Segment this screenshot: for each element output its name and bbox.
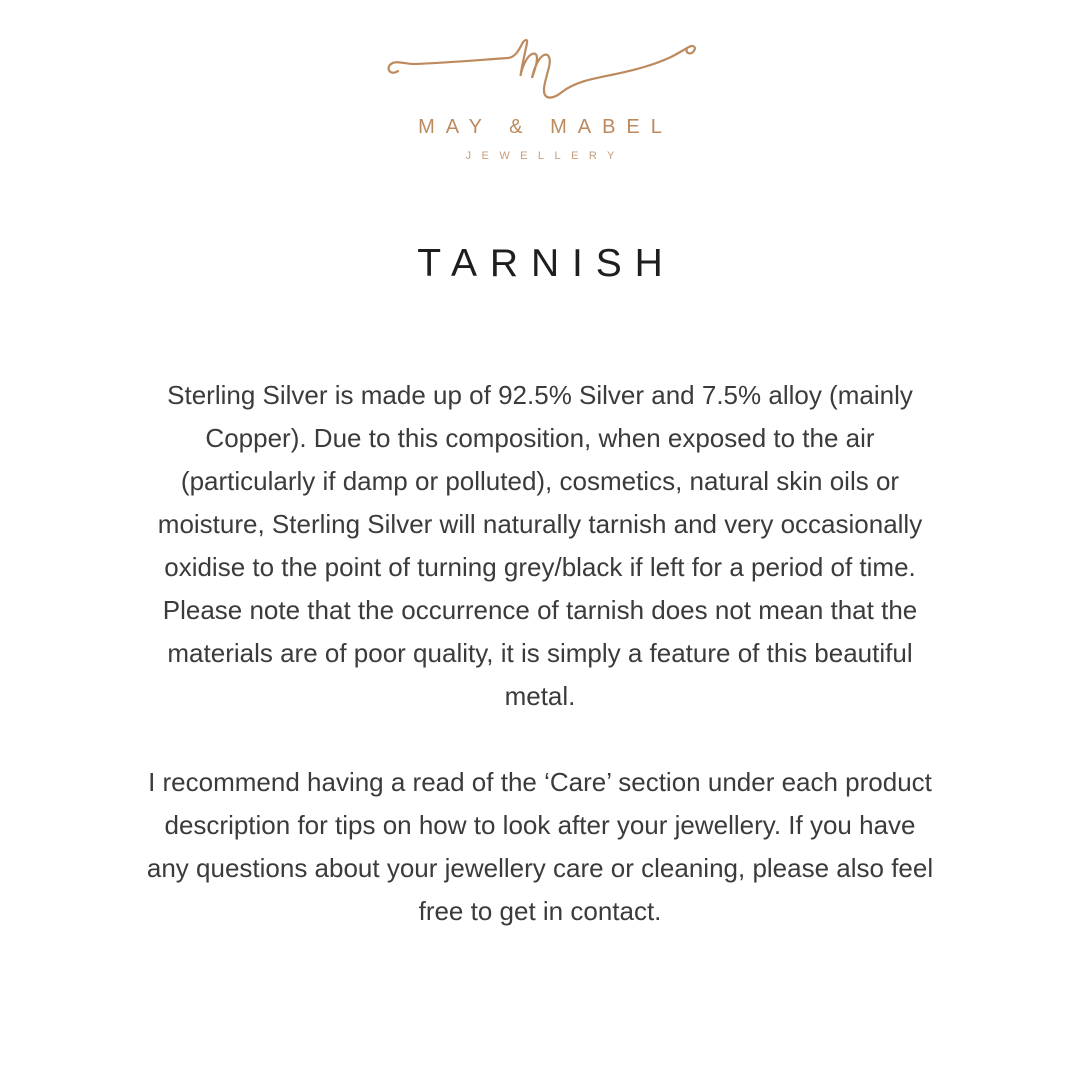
- paragraph-care-recommendation: [20, 761, 1060, 933]
- paragraph-line: Please note that the occurrence of tarnish does not mean that the: [162, 595, 918, 625]
- paragraph-line: Copper). Due to this composition, when exposed to the air: [205, 423, 875, 453]
- paragraph-line: oxidise to the point of turning grey/black if left for a period of time.: [164, 552, 916, 582]
- paragraph-line: I recommend having a read of the ‘Care’ section under each product: [148, 767, 932, 797]
- paragraph-line: any questions about your jewellery care or cleaning, please also feel: [146, 853, 934, 883]
- paragraph-line: free to get in contact.: [418, 896, 662, 926]
- brand-subtitle: JEWELLERY: [465, 150, 625, 162]
- brand-name: MAY & MABEL: [418, 116, 673, 138]
- paragraph-tarnish-info: [20, 374, 1060, 718]
- cursive-m-flourish-icon: [384, 38, 696, 104]
- paragraph-line: (particularly if damp or polluted), cosmetics, natural skin oils or: [180, 466, 900, 496]
- brand-logo: [0, 0, 1080, 162]
- paragraph-line: metal.: [504, 681, 576, 711]
- paragraph-line: Sterling Silver is made up of 92.5% Silver and 7.5% alloy (mainly: [167, 380, 913, 410]
- page-title: TARNISH: [417, 242, 676, 285]
- paragraph-line: materials are of poor quality, it is simply a feature of this beautiful: [167, 638, 913, 668]
- paragraph-line: description for tips on how to look after your jewellery. If you have: [164, 810, 916, 840]
- body-copy: [20, 374, 1060, 933]
- paragraph-line: moisture, Sterling Silver will naturally tarnish and very occasionally: [157, 509, 923, 539]
